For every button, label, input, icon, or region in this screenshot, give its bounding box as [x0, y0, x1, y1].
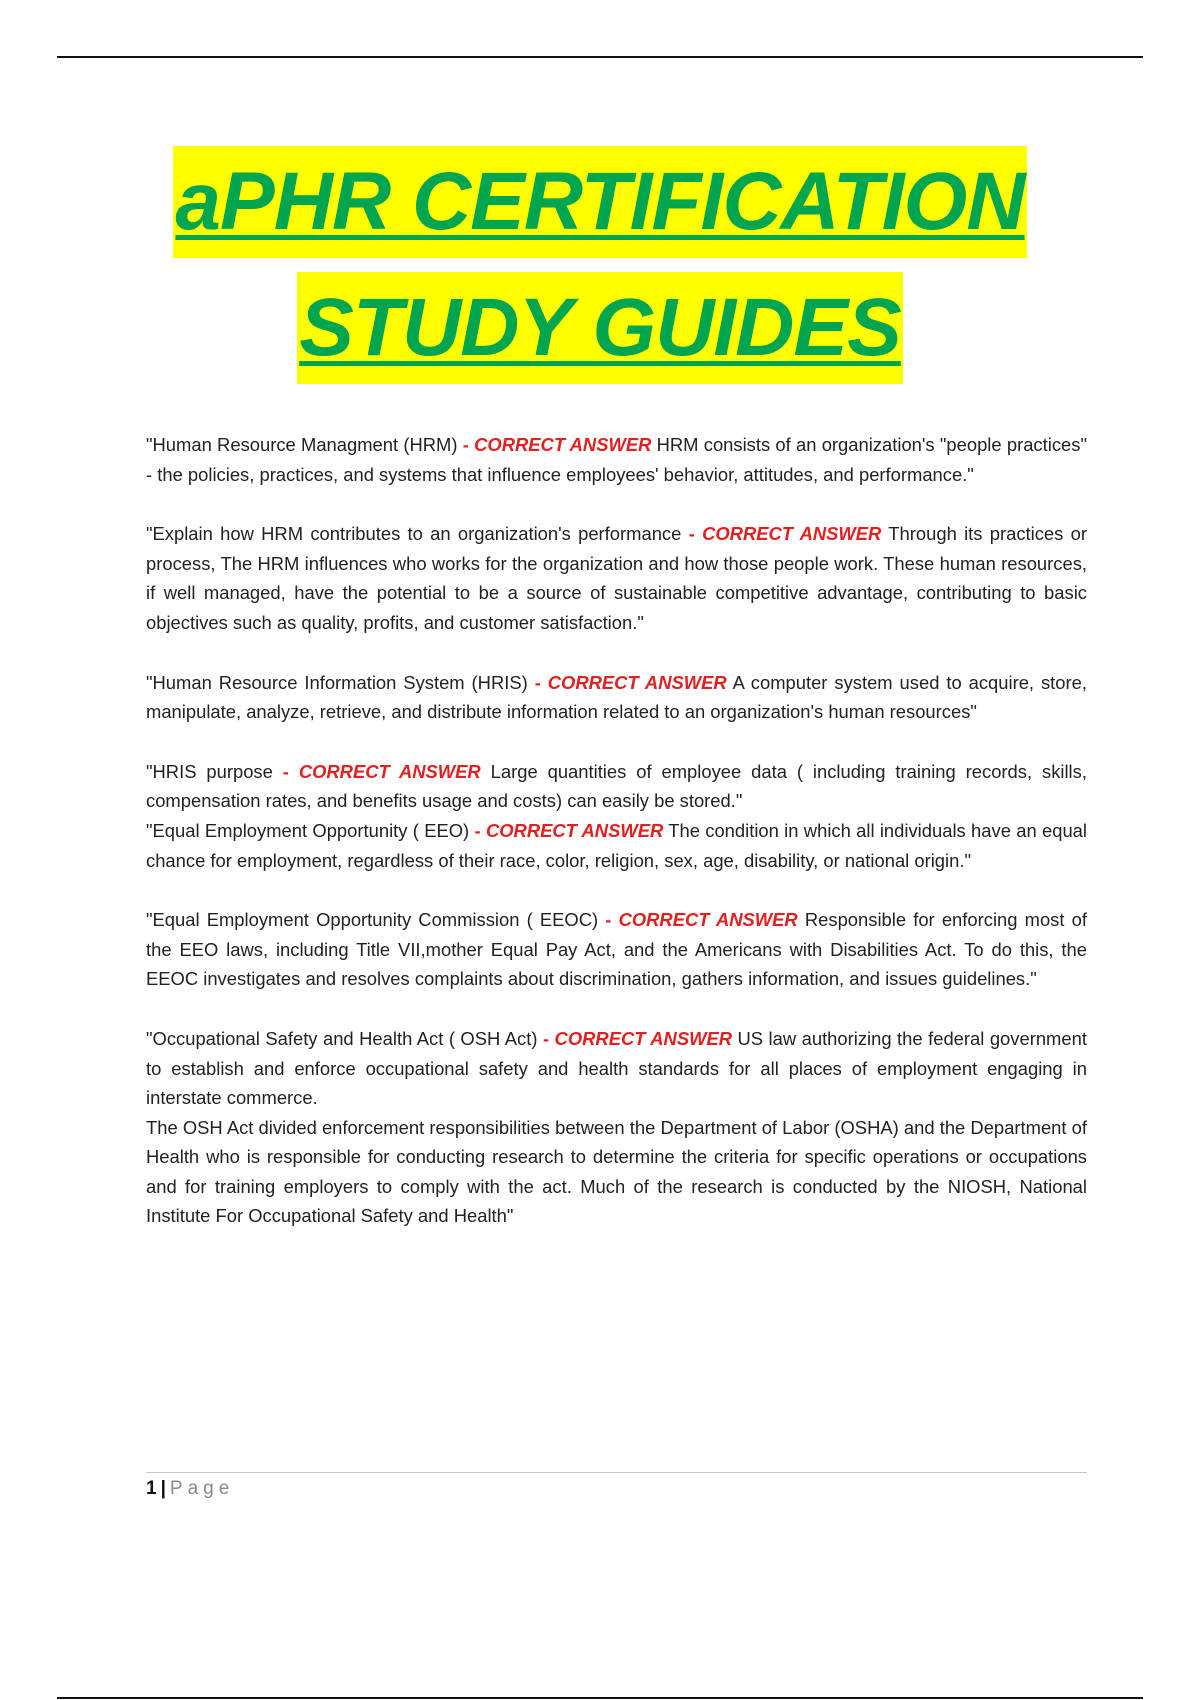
- entry-question: "Human Resource Information System (HRIS): [146, 671, 528, 693]
- entry-hrm: [146, 430, 1087, 489]
- entry-answer: Through its practices or process, The HRM influences who works for the organization and how those people work. These human resources, if well managed, have the potential to be a source of sustainable competitive advantage, contributing to basic objectives such as quality, profits, and customer satisfaction.": [146, 523, 1087, 633]
- entry-separator: -: [462, 434, 469, 455]
- entry-question: "HRIS purpose: [146, 760, 273, 782]
- correct-answer-label: CORRECT ANSWER: [547, 671, 727, 693]
- entry-separator: -: [474, 819, 481, 841]
- entry-question: "Occupational Safety and Health Act ( OSH Act): [146, 1027, 538, 1049]
- entry-separator: -: [282, 760, 289, 782]
- title-line-2: STUDY GUIDES: [297, 272, 903, 384]
- correct-answer-label: CORRECT ANSWER: [702, 523, 882, 545]
- entry-eeoc: [146, 905, 1087, 994]
- entry-separator: -: [534, 671, 541, 693]
- entry-answer: A computer system used to acquire, store, manipulate, analyze, retrieve, and distribute information related to an organization's human resources": [146, 671, 1087, 723]
- entry-separator: -: [605, 909, 612, 931]
- title-line-1: aPHR CERTIFICATION: [173, 146, 1026, 258]
- entry-answer: US law authorizing the federal government to establish and enforce occupational safety and health standards for all places of employment engaging in interstate commerce.: [146, 1027, 1087, 1109]
- entry-answer: The condition in which all individuals have an equal chance for employment, regardless of their race, color, religion, sex, age, disability, or national origin.": [146, 819, 1087, 871]
- document-title: [0, 146, 1200, 384]
- footer-pipe: |: [160, 1478, 166, 1499]
- bottom-rule: [57, 1697, 1143, 1699]
- document-body: [146, 430, 1087, 1231]
- entry-answer: Large quantities of employee data ( including training records, skills, compensation rates, and benefits usage and costs) can easily be stored.": [146, 760, 1087, 812]
- entry-separator: -: [542, 1027, 550, 1049]
- entry-osh-act: [146, 1024, 1087, 1113]
- entry-answer: HRM consists of an organization's "people practices" - the policies, practices, and systems that influence employees' behavior, attitudes, and performance.": [146, 434, 1087, 485]
- entry-question: "Equal Employment Opportunity ( EEO): [146, 819, 470, 841]
- page-number: 1: [146, 1478, 157, 1499]
- correct-answer-label: CORRECT ANSWER: [554, 1027, 733, 1049]
- page-footer: [146, 1475, 234, 1503]
- entry-question: "Human Resource Managment (HRM): [146, 434, 458, 455]
- entry-eeo: [146, 816, 1087, 875]
- footer-rule: [146, 1472, 1087, 1473]
- entry-osh-act-continuation: The OSH Act divided enforcement responsibilities between the Department of Labor (OSHA) and the Department of Health who is responsible for conducting research to determine the criteria for specific operations or occupations and for training employers to comply with the act. Much of the research is conducted by the NIOSH, National Institute For Occupational Safety and Health": [146, 1116, 1087, 1227]
- correct-answer-label: CORRECT ANSWER: [485, 819, 664, 841]
- correct-answer-label: CORRECT ANSWER: [618, 909, 798, 931]
- entry-hris-purpose: [146, 757, 1087, 816]
- entry-hrm-performance: [146, 519, 1087, 637]
- page-label: Page: [169, 1478, 235, 1499]
- entry-hris: [146, 668, 1087, 727]
- entry-question: "Explain how HRM contributes to an organization's performance: [146, 523, 682, 545]
- entry-answer: Responsible for enforcing most of the EEO laws, including Title VII,mother Equal Pay Act, and the Americans with Disabilities Act. To do this, the EEOC investigates and resolves complaints about discrimination, gathers information, and issues guidelines.": [146, 909, 1087, 990]
- top-rule: [57, 56, 1143, 58]
- correct-answer-label: CORRECT ANSWER: [298, 760, 481, 782]
- correct-answer-label: CORRECT ANSWER: [474, 434, 652, 455]
- entry-separator: -: [688, 523, 695, 545]
- entry-question: "Equal Employment Opportunity Commission ( EEOC): [146, 909, 599, 931]
